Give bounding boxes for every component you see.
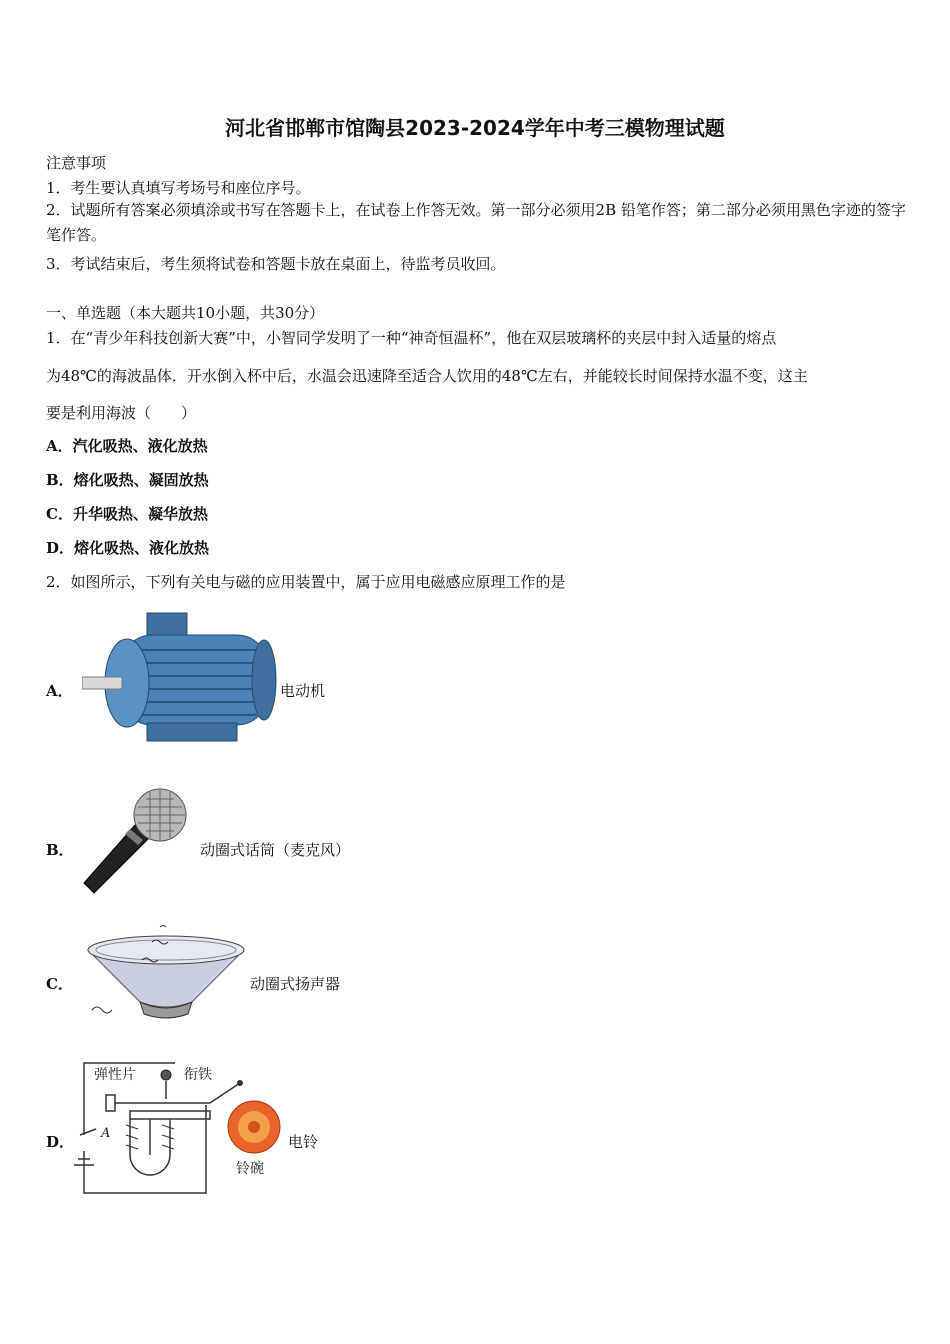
notice-item-3: 3．考试结束后，考生须将试卷和答题卡放在桌面上，待监考员收回。 [46,255,506,273]
section-heading: 一、单选题（本大题共10小题，共30分） [46,304,325,322]
spring-label: 弹性片 [94,1067,136,1083]
electric-bell-diagram [70,1055,285,1197]
q1-option-a: A．汽化吸热、液化放热 [46,437,208,455]
q2-option-b-label: 动圈式话筒（麦克风） [200,841,351,859]
q1-option-d: D．熔化吸热、液化放热 [46,539,210,557]
q1-stem-line3: 要是利用海波（ ） [46,404,197,422]
point-a-label: A [101,1126,111,1141]
q2-option-c-label: 动圈式扬声器 [250,975,341,993]
q1-stem-line2: 为48℃的海波晶体．开水倒入杯中后，水温会迅速降至适合人饮用的48℃左右，并能较长时间保持水温不变，这主 [46,367,808,385]
notice-item-1: 1．考生要认真填写考场号和座位序号。 [46,179,311,197]
loudspeaker-image [82,922,250,1027]
notice-heading: 注意事项 [46,154,107,172]
page-title: 河北省邯郸市馆陶县2023-2024学年中考三模物理试题 [225,116,725,140]
q1-option-b: B．熔化吸热、凝固放热 [46,471,209,489]
q2-option-d-letter: D． [46,1133,75,1151]
q2-option-c-letter: C． [46,975,73,993]
bell-label: 铃碗 [236,1161,264,1177]
microphone-image [80,787,190,897]
q2-option-a-label: 电动机 [280,682,326,700]
q2-option-d-label: 电铃 [288,1133,319,1151]
armature-label: 衔铁 [184,1067,212,1083]
q1-option-c: C．升华吸热、凝华放热 [46,505,208,523]
q2-option-a-letter: A． [46,682,73,700]
q2-option-b-letter: B． [46,841,74,859]
q1-stem-line1: 1．在“青少年科技创新大赛”中，小智同学发明了一种“神奇恒温杯”，他在双层玻璃杯的夹层中封入适量的熔点 [46,329,777,347]
q2-stem: 2．如图所示，下列有关电与磁的应用装置中，属于应用电磁感应原理工作的是 [46,573,566,591]
electric-motor-image [82,605,277,745]
notice-item-2: 2．试题所有答案必须填涂或书写在答题卡上，在试卷上作答无效。第一部分必须用2B 铅笔作答；第二部分必须用黑色字迹的签字笔作答。 [46,201,906,244]
